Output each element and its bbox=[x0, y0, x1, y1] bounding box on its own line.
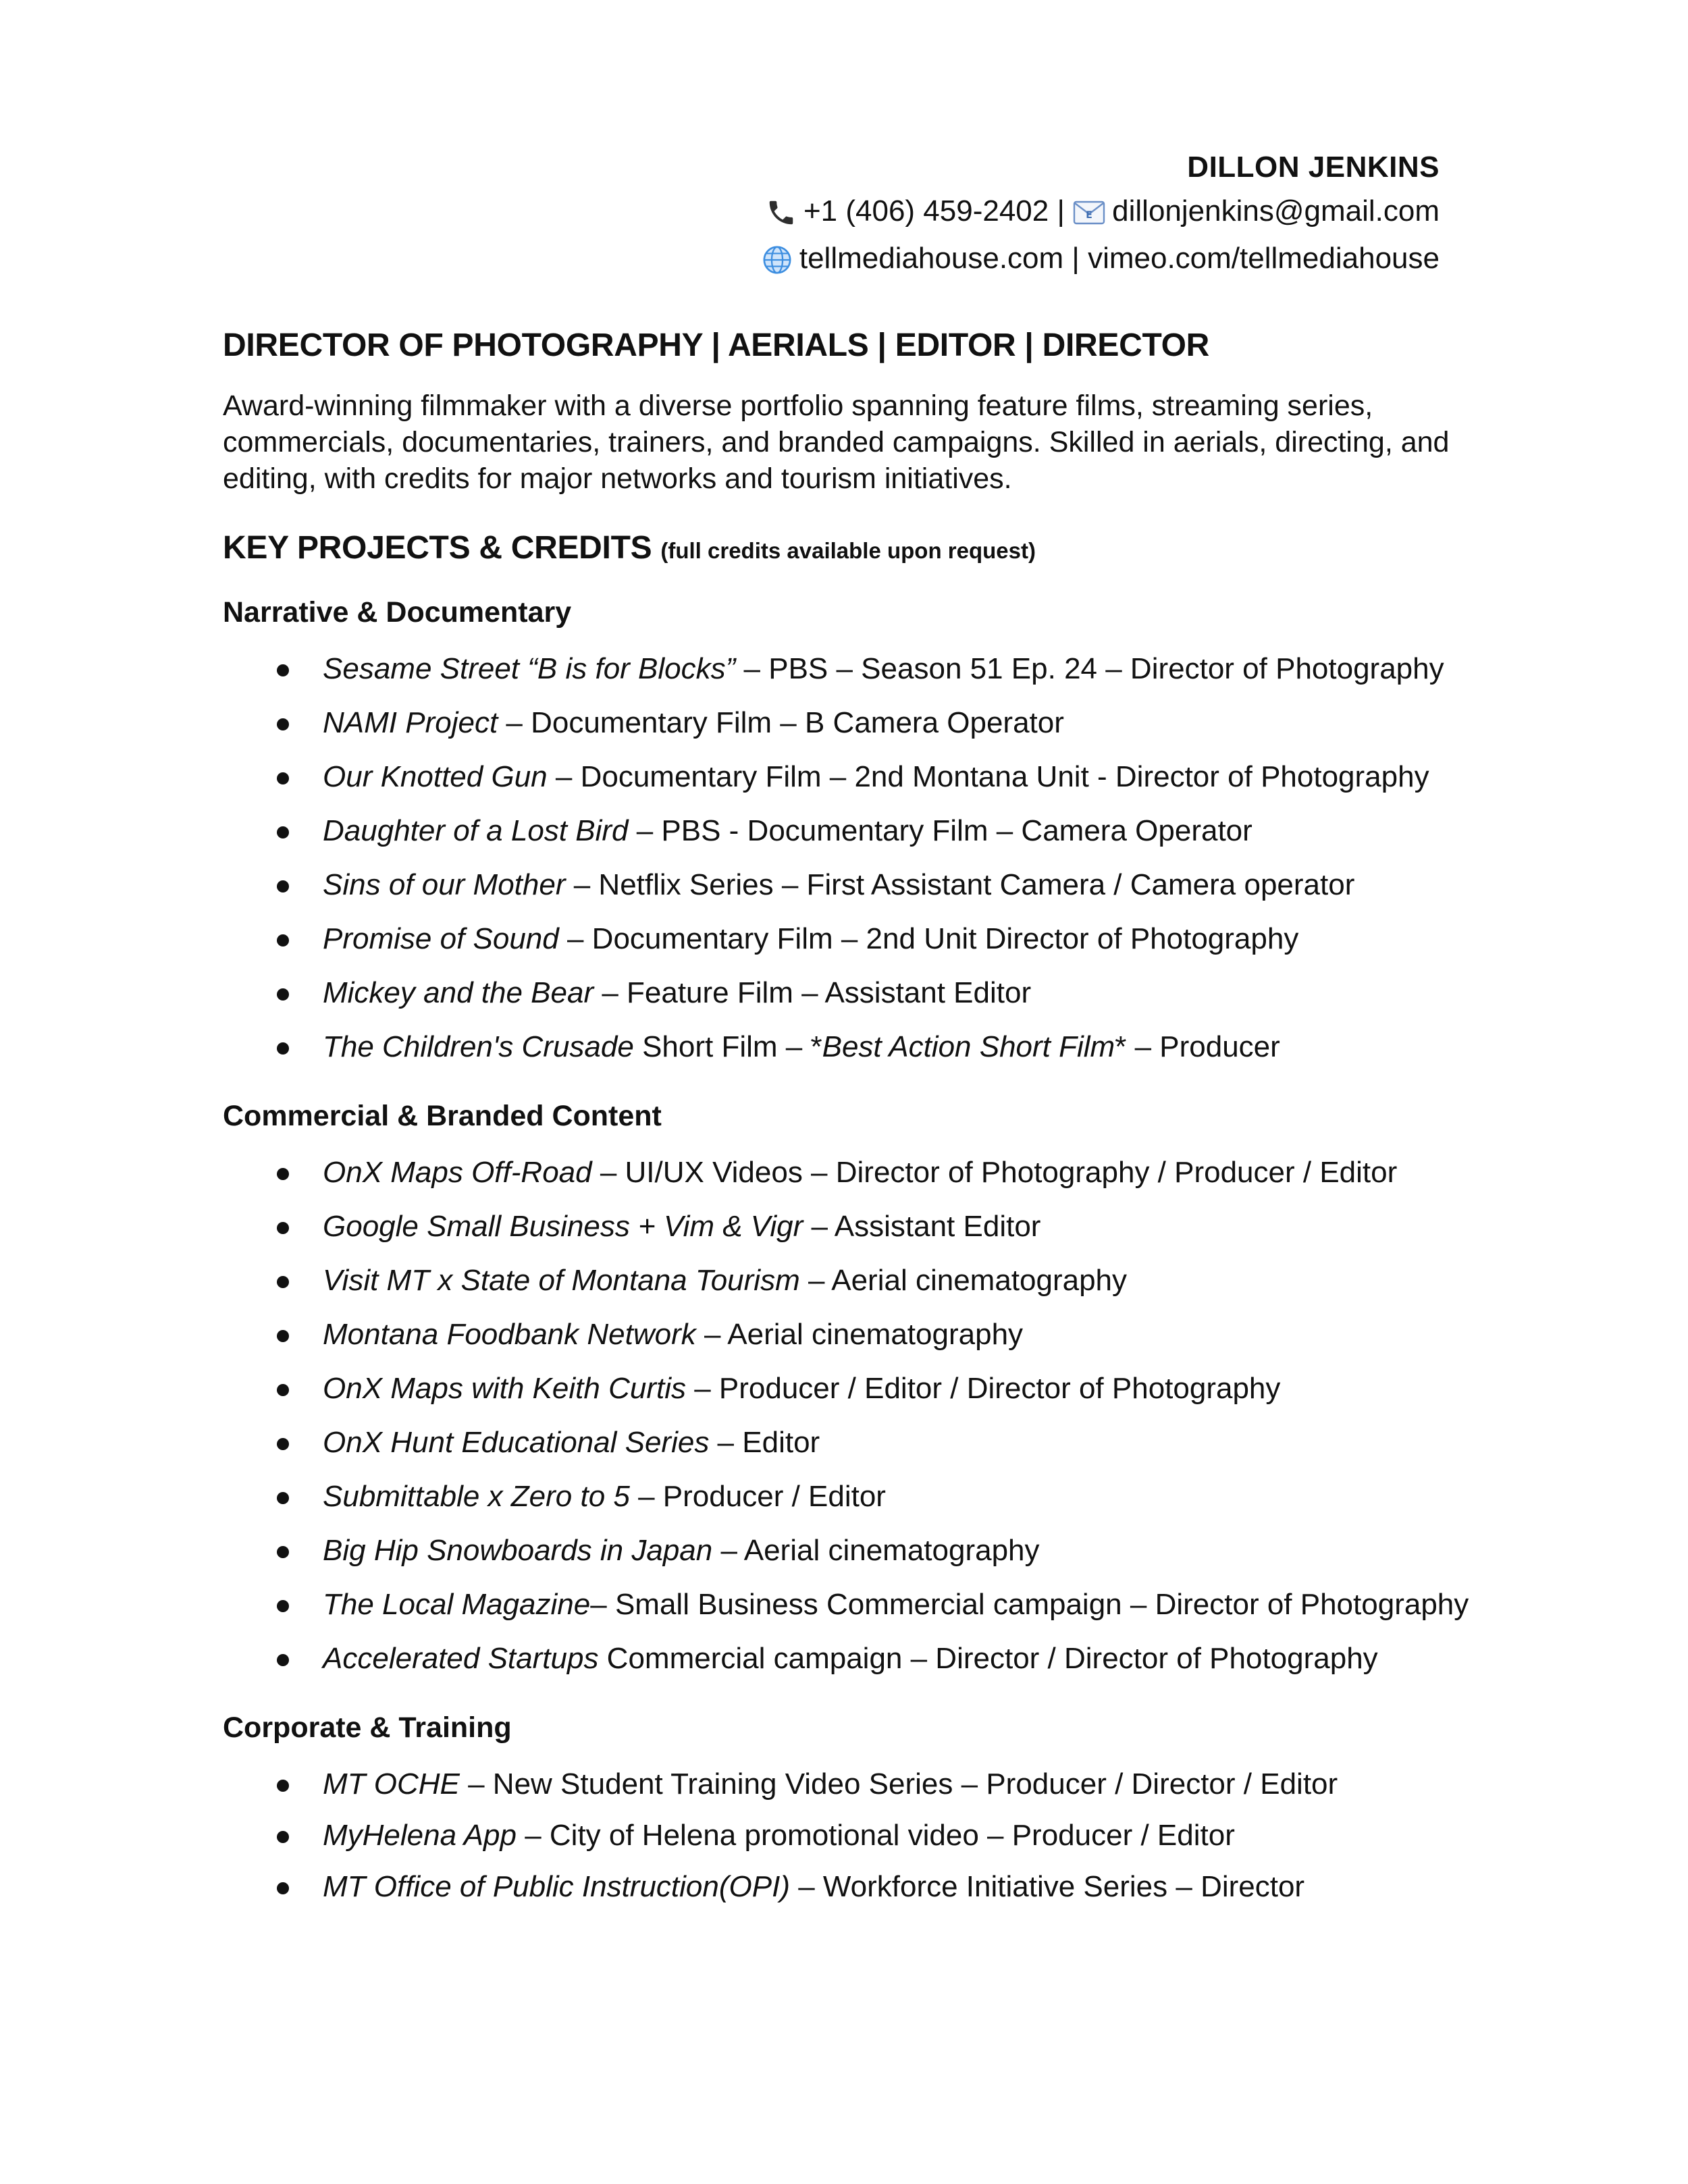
phone-icon bbox=[766, 197, 797, 228]
list-item bbox=[223, 1765, 1452, 1804]
contact-header bbox=[629, 147, 1440, 282]
award-label: Best Action Short Film bbox=[822, 1030, 1115, 1063]
bullet-icon bbox=[277, 1882, 289, 1894]
list-item bbox=[223, 920, 1452, 959]
group-title-commercial: Commercial & Branded Content bbox=[223, 1100, 662, 1132]
bullet-icon bbox=[277, 1546, 289, 1558]
project-title: Sesame Street “B is for Blocks” bbox=[323, 652, 736, 685]
project-details: – Aerial cinematography bbox=[799, 1264, 1128, 1297]
bullet-icon bbox=[277, 1042, 289, 1055]
bullet-icon bbox=[277, 880, 289, 893]
summary: Award-winning filmmaker with a diverse portfolio spanning feature films, streaming series, commercials, documentaries, trainers, and branded campaigns. Skilled in aerials, directing, and editing, with credits for major networks and tourism initiatives. bbox=[223, 390, 1450, 495]
project-details: – Assistant Editor bbox=[803, 1210, 1041, 1243]
bullet-icon bbox=[277, 1222, 289, 1234]
section-title-projects bbox=[223, 527, 1452, 572]
project-title: OnX Hunt Educational Series bbox=[323, 1426, 710, 1459]
project-details: – Documentary Film – 2nd Montana Unit - Director of Photography bbox=[547, 760, 1429, 793]
website-link[interactable]: tellmediahouse.com bbox=[799, 242, 1064, 275]
bullet-icon bbox=[277, 1654, 289, 1666]
resume-content bbox=[223, 324, 1469, 1936]
list-item bbox=[223, 1207, 1452, 1246]
list-item bbox=[223, 1867, 1452, 1907]
contact-separator: | bbox=[1072, 242, 1080, 275]
group-title-narrative: Narrative & Documentary bbox=[223, 596, 572, 629]
project-title: MyHelena App bbox=[323, 1819, 517, 1852]
project-details: – Editor bbox=[709, 1426, 820, 1459]
list-item bbox=[223, 1816, 1452, 1855]
email-icon bbox=[1073, 199, 1105, 226]
bullet-icon bbox=[277, 826, 289, 838]
project-details: – Documentary Film – 2nd Unit Director of Photography bbox=[558, 922, 1299, 955]
list-item bbox=[223, 1315, 1452, 1354]
svg-text:E: E bbox=[1086, 210, 1092, 221]
list-item bbox=[223, 1477, 1452, 1516]
project-details: Commercial campaign – Director / Director of Photography bbox=[598, 1642, 1378, 1675]
project-title: Google Small Business + Vim & Vigr bbox=[323, 1210, 803, 1243]
bullet-icon bbox=[277, 1384, 289, 1396]
project-title: Big Hip Snowboards in Japan bbox=[323, 1534, 713, 1567]
contact-line-web bbox=[629, 235, 1440, 282]
project-details: – Netflix Series – First Assistant Camera / Camera operator bbox=[565, 868, 1355, 901]
list-item bbox=[223, 1028, 1452, 1067]
project-title: Accelerated Startups bbox=[323, 1642, 599, 1675]
project-title: Submittable x Zero to 5 bbox=[323, 1480, 630, 1513]
bullet-icon bbox=[277, 1330, 289, 1342]
project-details: – Small Business Commercial campaign – Director of Photography bbox=[590, 1588, 1469, 1621]
project-title: OnX Maps with Keith Curtis bbox=[323, 1372, 686, 1405]
bullet-icon bbox=[277, 1438, 289, 1450]
email-address[interactable]: dillonjenkins@gmail.com bbox=[1112, 194, 1440, 228]
project-details: – Feature Film – Assistant Editor bbox=[594, 976, 1032, 1009]
project-title: The Children's Crusade bbox=[323, 1030, 634, 1063]
list-item bbox=[223, 1423, 1452, 1462]
list-item bbox=[223, 1531, 1452, 1570]
vimeo-link[interactable]: vimeo.com/tellmediahouse bbox=[1088, 242, 1440, 275]
list-item bbox=[223, 757, 1452, 797]
corporate-list bbox=[223, 1765, 1452, 1907]
list-item bbox=[223, 1639, 1452, 1678]
list-item bbox=[223, 1369, 1452, 1408]
bullet-icon bbox=[277, 1492, 289, 1504]
bullet-icon bbox=[277, 1780, 289, 1792]
project-title: OnX Maps Off-Road bbox=[323, 1156, 600, 1189]
project-details: – UI/UX Videos – Director of Photography / Producer / Editor bbox=[600, 1156, 1398, 1189]
globe-icon bbox=[762, 244, 793, 275]
project-details: – Producer / Editor / Director of Photography bbox=[685, 1372, 1281, 1405]
bullet-icon bbox=[277, 988, 289, 1001]
project-title: Daughter of a Lost Bird bbox=[323, 814, 629, 847]
list-item bbox=[223, 1261, 1452, 1300]
project-title: Promise of Sound bbox=[323, 922, 559, 955]
project-title: Sins of our Mother bbox=[323, 868, 566, 901]
list-item bbox=[223, 1585, 1469, 1624]
project-title: MT OCHE bbox=[323, 1767, 469, 1801]
bullet-icon bbox=[277, 772, 289, 784]
project-title: Mickey and the Bear bbox=[323, 976, 594, 1009]
projects-subtitle: (full credits available upon request) bbox=[660, 538, 1036, 563]
project-details: – PBS – Season 51 Ep. 24 – Director of Photography bbox=[735, 652, 1444, 685]
project-title: The Local Magazine bbox=[323, 1588, 591, 1621]
project-details: – Producer / Editor bbox=[629, 1480, 886, 1513]
narrative-list bbox=[223, 649, 1452, 1067]
bullet-icon bbox=[277, 934, 289, 947]
bullet-icon bbox=[277, 1168, 289, 1180]
project-title: MT Office of Public Instruction(OPI) bbox=[323, 1870, 790, 1903]
headline: DIRECTOR OF PHOTOGRAPHY | AERIALS | EDITOR | DIRECTOR bbox=[223, 327, 1209, 363]
project-details: – City of Helena promotional video – Producer / Editor bbox=[516, 1819, 1235, 1852]
list-item bbox=[223, 865, 1452, 905]
list-item bbox=[223, 811, 1452, 851]
commercial-list bbox=[223, 1153, 1469, 1678]
project-details: – Documentary Film – B Camera Operator bbox=[498, 706, 1064, 739]
bullet-icon bbox=[277, 664, 289, 676]
bullet-icon bbox=[277, 1831, 289, 1843]
phone-number[interactable]: +1 (406) 459-2402 bbox=[803, 194, 1049, 228]
list-item bbox=[223, 649, 1452, 689]
project-details: – Aerial cinematography bbox=[712, 1534, 1040, 1567]
list-item bbox=[223, 1153, 1452, 1192]
contact-separator: | bbox=[1057, 194, 1065, 228]
list-item bbox=[223, 974, 1452, 1013]
group-title-corporate: Corporate & Training bbox=[223, 1711, 512, 1744]
project-title: NAMI Project bbox=[323, 706, 498, 739]
bullet-icon bbox=[277, 718, 289, 730]
project-title: Montana Foodbank Network bbox=[323, 1318, 704, 1351]
project-details: – PBS - Documentary Film – Camera Operator bbox=[628, 814, 1252, 847]
bullet-icon bbox=[277, 1276, 289, 1288]
bullet-icon bbox=[277, 1600, 289, 1612]
project-details: Short Film – * bbox=[633, 1030, 822, 1063]
project-details: – New Student Training Video Series – Producer / Director / Editor bbox=[468, 1767, 1338, 1801]
person-name: DILLON JENKINS bbox=[1187, 151, 1440, 184]
project-title: Our Knotted Gun bbox=[323, 760, 548, 793]
project-role: * – Producer bbox=[1115, 1030, 1280, 1063]
list-item bbox=[223, 703, 1452, 743]
project-details: – Workforce Initiative Series – Director bbox=[789, 1870, 1305, 1903]
project-details: – Aerial cinematography bbox=[704, 1318, 1024, 1351]
contact-line-phone-email bbox=[629, 188, 1440, 235]
project-title: Visit MT x State of Montana Tourism bbox=[323, 1264, 800, 1297]
projects-title: KEY PROJECTS & CREDITS bbox=[223, 530, 652, 566]
